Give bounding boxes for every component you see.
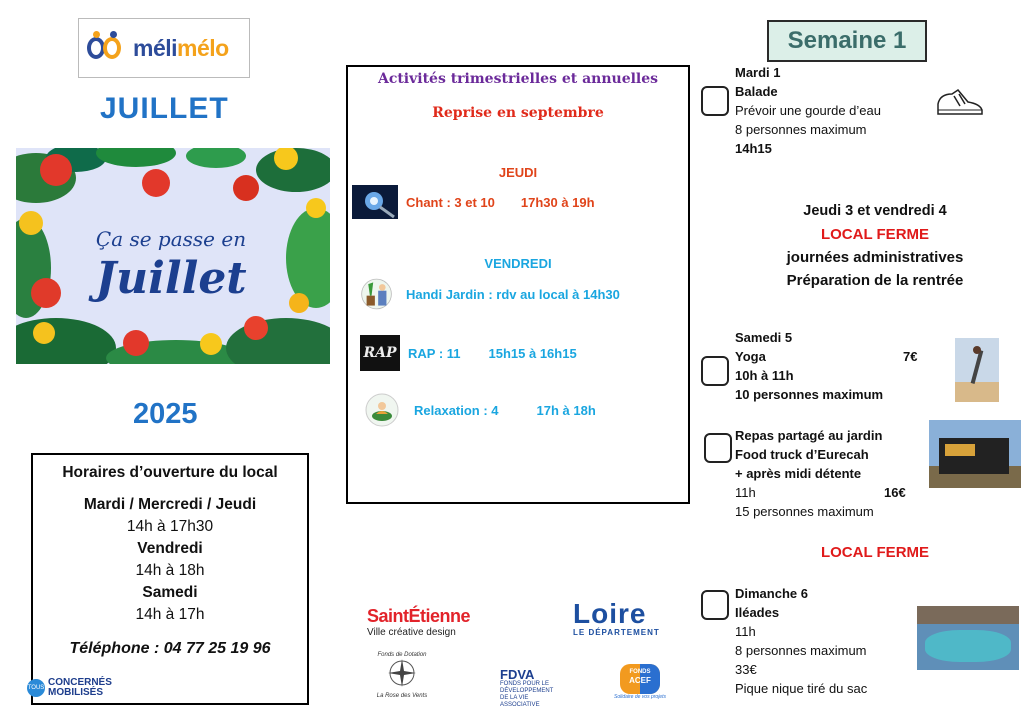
- sneaker-icon: [934, 86, 984, 120]
- food-truck-photo: [929, 420, 1021, 488]
- concernes-badge: TOUS: [27, 679, 45, 697]
- hours-time-1: 14h à 17h30: [126, 518, 214, 535]
- week-label: Semaine 1: [767, 20, 927, 62]
- chant-row: [352, 185, 595, 219]
- garden-icon: [360, 274, 398, 314]
- fdva-name: FDVA: [500, 667, 535, 682]
- rap-icon: RAP: [360, 335, 400, 371]
- year-title: 2025: [133, 398, 198, 430]
- loire-name: Loire: [573, 598, 647, 629]
- concernes-line1: CONCERNÉS: [48, 677, 112, 688]
- saint-etienne-sub: Ville créative design: [367, 627, 456, 638]
- rap-row: [360, 335, 577, 371]
- samedi-title: Yoga: [735, 349, 766, 364]
- mardi-checkbox[interactable]: [701, 86, 729, 116]
- rap-time: 15h15 à 16h15: [488, 345, 577, 361]
- banner-illustration: [16, 148, 330, 364]
- acef-mark: [620, 664, 660, 694]
- fdva-sub4: ASSOCIATIVE: [500, 702, 540, 708]
- acef-logo: [612, 664, 668, 700]
- event-repas: [735, 426, 882, 521]
- yoga-photo: [955, 338, 999, 402]
- repas-price: 16€: [884, 485, 906, 500]
- repas-line2: Food truck d’Eurecah: [735, 447, 869, 462]
- loire-sub: LE DÉPARTEMENT: [573, 628, 660, 637]
- mardi-line1: Prévoir une gourde d’eau: [735, 103, 881, 118]
- activities-title: Activités trimestrielles et annuelles: [377, 71, 659, 87]
- acef-line2: ACEF: [629, 676, 651, 685]
- melimelo-logo: [78, 18, 250, 78]
- event-samedi: [735, 328, 883, 404]
- local-ferme-1-line1: Jeudi 3 et vendredi 4: [803, 203, 947, 219]
- dimanche-checkbox[interactable]: [701, 590, 729, 620]
- hours-title: Horaires d’ouverture du local: [62, 464, 278, 481]
- repas-line3: + après midi détente: [735, 466, 862, 481]
- banner-line2: Juillet: [95, 253, 247, 304]
- fdva-sub1: FONDS POUR LE: [500, 681, 550, 687]
- chant-name: Chant : 3 et 10: [406, 194, 495, 210]
- logo-mark: [87, 31, 129, 65]
- local-ferme-1-line3: journées administratives: [786, 249, 964, 266]
- tous-concernes-logo: [27, 678, 112, 698]
- samedi-day: Samedi 5: [735, 330, 793, 345]
- month-title: JUILLET: [100, 92, 229, 125]
- dimanche-line1: 8 personnes maximum: [735, 643, 867, 658]
- activities-reprise: Reprise en septembre: [432, 105, 604, 121]
- dimanche-line2: Pique nique tiré du sac: [735, 681, 868, 696]
- hours-days-2: Vendredi: [137, 540, 203, 557]
- hours-days-1: Mardi / Mercredi / Jeudi: [83, 496, 257, 513]
- relaxation-name: Relaxation : 4: [414, 402, 499, 418]
- acef-line1: FONDS: [629, 669, 651, 675]
- hours-time-3: 14h à 17h: [135, 606, 205, 623]
- concernes-line2: MOBILISÉS: [48, 687, 104, 698]
- repas-line1: Repas partagé au jardin: [735, 428, 883, 443]
- saint-etienne-logo: [367, 606, 470, 638]
- activities-box: [346, 65, 690, 504]
- rap-name: RAP : 11: [408, 345, 461, 361]
- relaxation-time: 17h à 18h: [536, 402, 596, 418]
- microphone-icon: [352, 185, 398, 219]
- event-mardi: [735, 63, 881, 158]
- event-dimanche: [735, 584, 867, 698]
- jardin-row: [360, 274, 620, 314]
- saint-etienne-name: SaintÉtienne: [367, 606, 471, 626]
- relaxation-row: [364, 392, 596, 428]
- mardi-line2: 8 personnes maximum: [735, 122, 867, 137]
- rose-bottom: La Rose des Vents: [376, 693, 428, 699]
- pool-photo: [917, 606, 1019, 670]
- samedi-time: 10h à 11h: [735, 368, 794, 383]
- rose-des-vents-logo: [375, 652, 429, 706]
- fdva-sub3: DE LA VIE: [500, 695, 529, 701]
- repas-line4: 15 personnes maximum: [735, 504, 874, 519]
- opening-hours-box: [31, 453, 309, 705]
- compass-rose-icon: [387, 658, 417, 688]
- local-ferme-1-line2: LOCAL FERME: [820, 226, 930, 243]
- dimanche-title: Iléades: [735, 605, 780, 620]
- loire-logo: [573, 600, 660, 637]
- phone-number: Téléphone : 04 77 25 19 96: [69, 640, 271, 657]
- hours-days-3: Samedi: [142, 584, 198, 601]
- thursday-label: JEUDI: [498, 165, 538, 180]
- mardi-time: 14h15: [735, 141, 772, 156]
- hours-time-2: 14h à 18h: [135, 562, 205, 579]
- dimanche-day: Dimanche 6: [735, 586, 808, 601]
- logo-wordmark: mélimélo: [133, 34, 229, 61]
- banner-line1: Ça se passe en: [95, 227, 247, 251]
- mardi-title: Balade: [735, 84, 778, 99]
- dimanche-price: 33€: [735, 662, 757, 677]
- local-ferme-1-line4: Préparation de la rentrée: [786, 272, 964, 289]
- chant-time: 17h30 à 19h: [520, 194, 595, 210]
- rose-top: Fonds de Dotation: [377, 652, 427, 658]
- samedi-price: 7€: [903, 349, 918, 364]
- local-ferme-2: LOCAL FERME: [820, 544, 930, 561]
- samedi-line1: 10 personnes maximum: [735, 387, 884, 402]
- repas-time: 11h: [735, 485, 756, 500]
- friday-label: VENDREDI: [484, 256, 552, 271]
- relaxation-icon: [364, 392, 400, 428]
- repas-checkbox[interactable]: [704, 433, 732, 463]
- fdva-logo: [500, 668, 553, 709]
- mardi-day: Mardi 1: [735, 65, 781, 80]
- jardin-text: Handi Jardin : rdv au local à 14h30: [406, 286, 620, 302]
- acef-tag: Solidaire de vos projets: [614, 694, 666, 700]
- fdva-sub2: DÉVELOPPEMENT: [500, 688, 554, 694]
- samedi-checkbox[interactable]: [701, 356, 729, 386]
- dimanche-time: 11h: [735, 624, 756, 639]
